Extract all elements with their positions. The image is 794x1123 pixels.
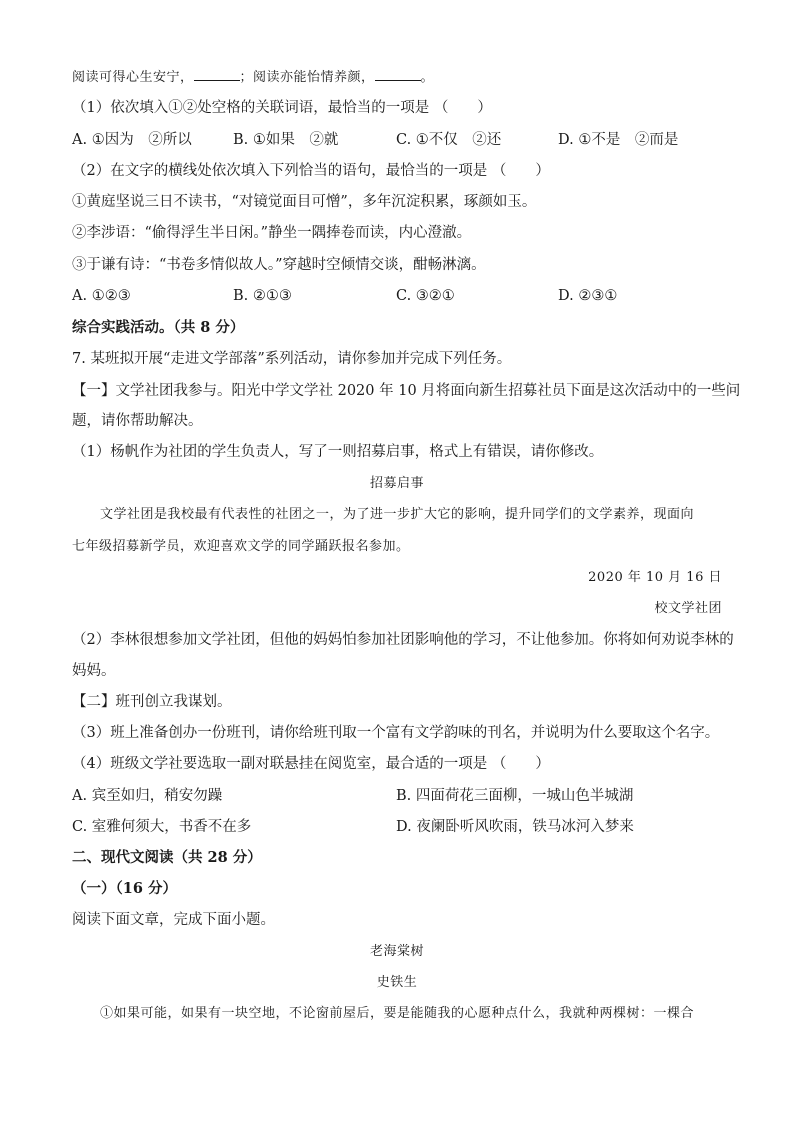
intro-part2: ；阅读亦能怡情养颜， [239,70,375,85]
q1-option-b[interactable]: B. ①如果 ②就 [233,132,339,148]
q2-option-d[interactable]: D. ②③① [558,288,618,304]
q7-sub4-option-a[interactable]: A. 宾至如归，稍安勿躁 [72,788,223,804]
subsection-1-heading: （一）（16 分） [72,880,177,897]
q7-sub4: （4）班级文学社要选取一副对联悬挂在阅览室，最合适的一项是 （ ） [72,756,550,772]
q7-sub3: （3）班上准备创办一份班刊，请你给班刊取一个富有文学韵味的刊名，并说明为什么要取这个名字。 [72,725,720,741]
q2-item-2: ②李涉语：“偷得浮生半日闲。”静坐一隅捧卷而读，内心澄澈。 [72,225,472,241]
q2-item-1: ①黄庭坚说三日不读书，“对镜觉面目可憎”，多年沉淀积累，琢颜如玉。 [72,194,537,210]
article-paragraph-1: ①如果可能，如果有一块空地，不论窗前屋后，要是能随我的心愿种点什么，我就种两棵树：一棵合 [100,1006,695,1021]
q7-sub1: （1）杨帆作为社团的学生负责人，写了一则招募启事，格式上有错误，请你修改。 [72,444,604,460]
notice-title: 招募启事 [369,476,424,491]
q1-option-a[interactable]: A. ①因为 ②所以 [72,132,192,148]
notice-date: 2020 年 10 月 16 日 [588,570,722,585]
notice-body-line1: 文学社团是我校最有代表性的社团之一，为了进一步扩大它的影响，提升同学们的文学素养，现面向 [100,507,695,522]
q1-option-d[interactable]: D. ①不是 ②而是 [558,132,679,148]
q7-part1-line2: 题，请你帮助解决。 [72,413,203,429]
q2-item-3: ③于谦有诗：“书卷多情似故人。”穿越时空倾情交谈，酣畅淋漓。 [72,257,486,273]
intro-part3: 。 [420,70,435,85]
article-title: 老海棠树 [369,944,424,959]
q7-sub4-option-d[interactable]: D. 夜阑卧听风吹雨，铁马冰河入梦来 [396,819,634,835]
q2-stem: （2）在文字的横线处依次填入下列恰当的语句，最恰当的一项是 （ ） [72,163,550,179]
intro-sentence [72,66,434,88]
q1-option-c[interactable]: C. ①不仅 ②还 [396,132,502,148]
q7-sub4-option-b[interactable]: B. 四面荷花三面柳，一城山色半城湖 [396,788,634,804]
blank-1[interactable] [194,66,240,81]
article-author: 史铁生 [376,975,418,990]
q2-option-a[interactable]: A. ①②③ [72,288,131,304]
q7-part1-line1: 【一】文学社团我参与。阳光中学文学社 2020 年 10 月将面向新生招募社员下面是这次活动中的一些问 [72,383,741,399]
q1-stem: （1）依次填入①②处空格的关联词语，最恰当的一项是 （ ） [72,100,492,116]
notice-signature: 校文学社团 [654,601,722,616]
q7-sub2-line1: （2）李林很想参加文学社团，但他的妈妈怕参加社团影响他的学习，不让他参加。你将如何劝说李林的 [72,632,734,648]
blank-2[interactable] [375,66,421,81]
notice-body-line2: 七年级招募新学员，欢迎喜欢文学的同学踊跃报名参加。 [72,539,410,554]
section-modern-heading: 二、现代文阅读（共 28 分） [72,849,262,866]
reading-instruction: 阅读下面文章，完成下面小题。 [72,912,275,928]
q7-sub4-option-c[interactable]: C. 室雅何须大，书香不在多 [72,819,252,835]
section-practice-heading: 综合实践活动。（共 8 分） [72,319,245,336]
q7-sub2-line2: 妈妈。 [72,663,116,679]
q7-intro: 7. 某班拟开展“走进文学部落”系列活动，请你参加并完成下列任务。 [72,351,512,367]
intro-part1: 阅读可得心生安宁， [72,70,194,85]
q2-option-b[interactable]: B. ②①③ [233,288,292,304]
q7-part2: 【二】班刊创立我谋划。 [72,694,232,710]
q2-option-c[interactable]: C. ③②① [396,288,455,304]
